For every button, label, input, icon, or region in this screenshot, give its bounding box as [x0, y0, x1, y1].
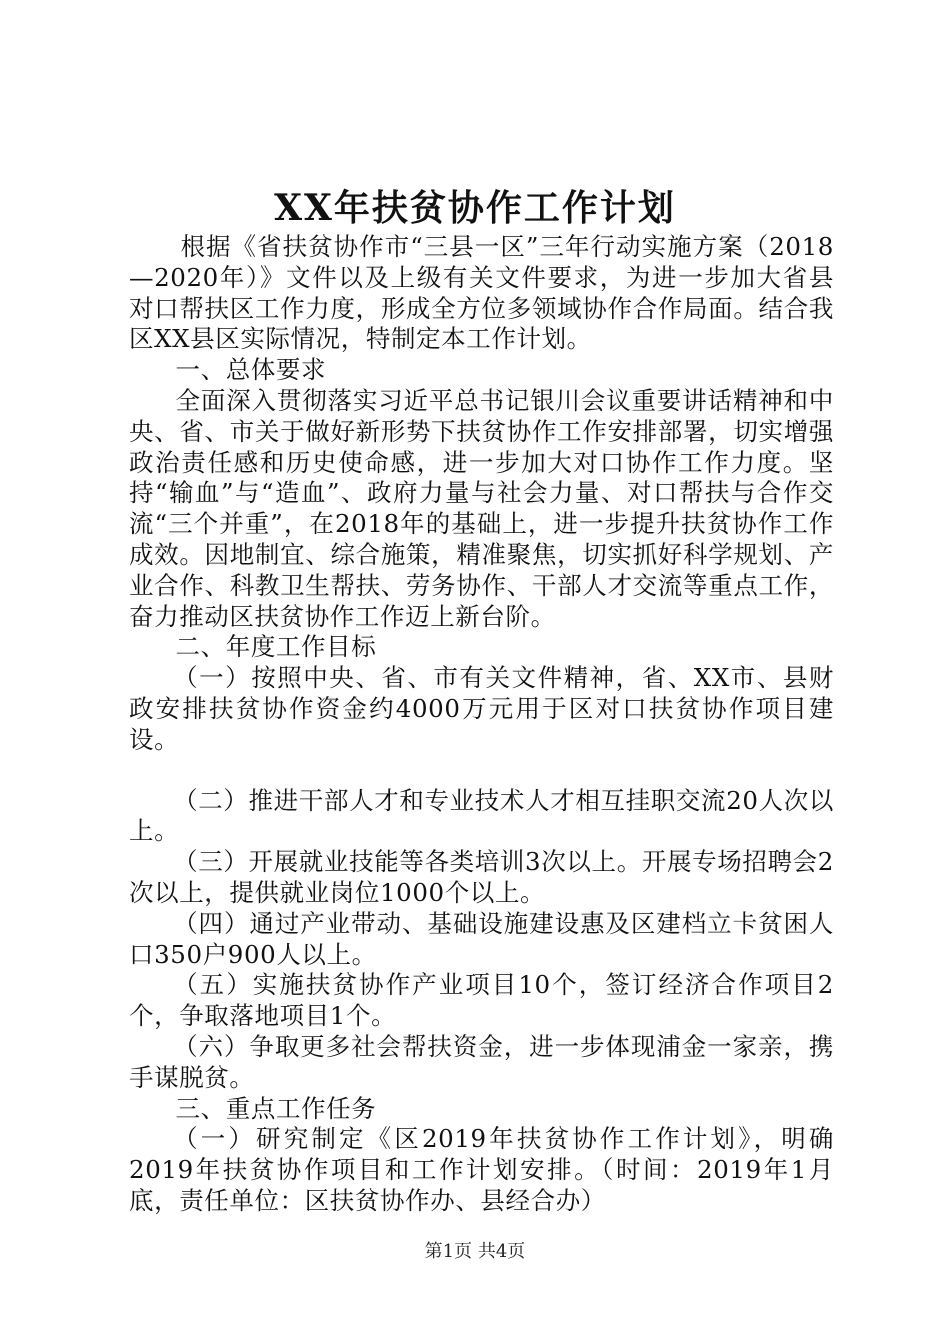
goal-item-5: （五）实施扶贫协作产业项目10个，签订经济合作项目2个，争取落地项目1个。	[129, 970, 834, 1031]
goal-item-4: （四）通过产业带动、基础设施建设惠及区建档立卡贫困人口350户900人以上。	[129, 908, 834, 969]
goal-item-2: （二）推进干部人才和专业技术人才相互挂职交流20人次以上。	[129, 785, 834, 846]
goal-item-1: （一）按照中央、省、市有关文件精神，省、XX市、县财政安排扶贫协作资金约4000万元用于区对口扶贫协作项目建设。	[129, 663, 834, 754]
section-heading-key-tasks: 三、重点工作任务	[175, 1093, 377, 1123]
intro-paragraph: 根据《省扶贫协作市“三县一区”三年行动实施方案（2018—2020年）》文件以及上级有关文件要求，为进一步加大省县对口帮扶区工作力度，形成全方位多领域协作合作局面。结合我区XX县区实际情况，特制定本工作计划。	[129, 232, 834, 354]
section-heading-general-requirements: 一、总体要求	[175, 355, 327, 385]
general-requirements-paragraph: 全面深入贯彻落实习近平总书记银川会议重要讲话精神和中央、省、市关于做好新形势下扶贫协作工作安排部署，切实增强政治责任感和历史使命感，进一步加大对口协作工作力度。坚持“输血”与“造血”、政府力量与社会力量、对口帮扶与合作交流“三个并重”，在2018年的基础上，进一步提升扶贫协作工作成效。因地制宜、综合施策，精准聚焦，切实抓好科学规划、产业合作、科教卫生帮扶、劳务协作、干部人才交流等重点工作，奋力推动区扶贫协作工作迈上新台阶。	[129, 385, 834, 631]
goal-item-3: （三）开展就业技能等各类培训3次以上。开展专场招聘会2次以上，提供就业岗位1000个以上。	[129, 847, 834, 907]
page-number: 第1页 共4页	[424, 1241, 526, 1262]
paragraph-gap	[129, 756, 834, 786]
document-title: XX年扶贫协作工作计划	[274, 187, 676, 229]
document-body	[129, 232, 834, 1217]
section-heading-annual-goals: 二、年度工作目标	[175, 632, 377, 662]
goal-item-6: （六）争取更多社会帮扶资金，进一步体现浦金一家亲，携手谋脱贫。	[129, 1031, 834, 1092]
key-task-item-1: （一）研究制定《区2019年扶贫协作工作计划》，明确2019年扶贫协作项目和工作计划安排。（时间：2019年1月底，责任单位：区扶贫协作办、县经合办）	[129, 1124, 834, 1215]
